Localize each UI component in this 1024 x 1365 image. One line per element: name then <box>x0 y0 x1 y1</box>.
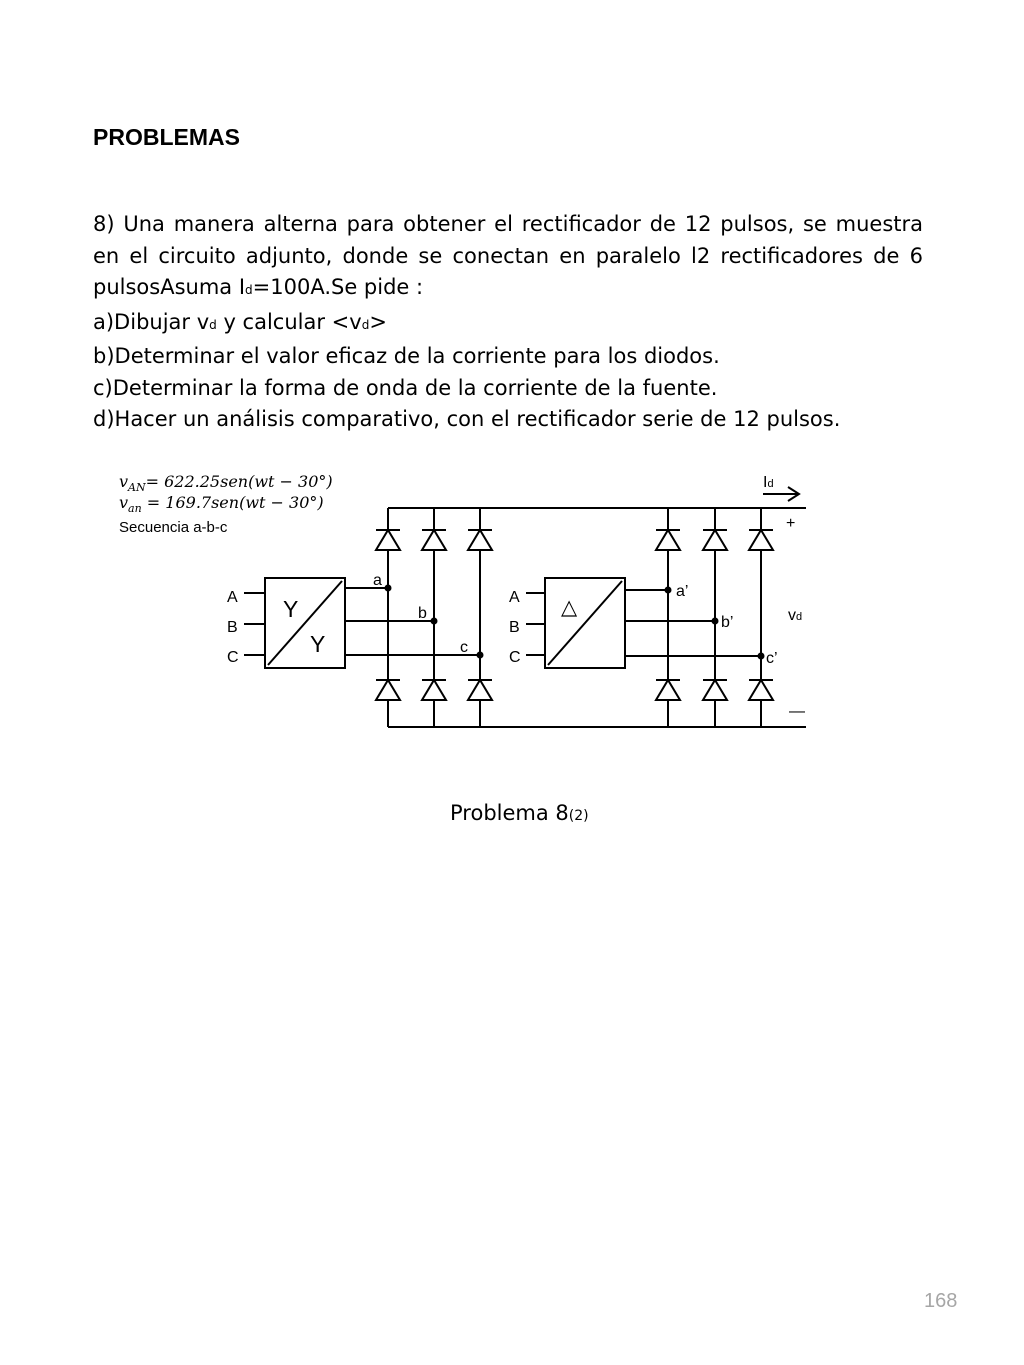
plus-terminal: + <box>786 515 796 532</box>
t2-input-a: A <box>509 589 520 606</box>
t1-output-a: a <box>373 572 382 589</box>
t1-input-c: C <box>227 649 239 666</box>
problem-intro: 8) Una manera alterna para obtener el rectificador de 12 pulsos, se muestra en el circuito adjunto, donde se conectan en paralelo l2 rectificadores de 6 pulsosAsuma Id=100A.Se pide : <box>93 212 923 299</box>
current-label: Id <box>763 474 774 491</box>
t1-output-c: c <box>460 639 468 656</box>
figure-caption: Problema 8(2) <box>450 801 589 825</box>
t1-secondary-symbol: Y <box>310 631 326 657</box>
equation-van-phase: $v_{an} = 169.7sen(wt - 30^\circ)$ <box>119 493 324 515</box>
question-a: a)Dibujar vd y calcular <vd> <box>93 309 387 334</box>
t2-input-b: B <box>509 619 520 636</box>
t2-output-a: a’ <box>676 583 689 600</box>
page-heading: PROBLEMAS <box>93 124 240 150</box>
question-c: c)Determinar la forma de onda de la corriente de la fuente. <box>93 375 718 400</box>
vd-label: vd <box>788 607 803 624</box>
t1-output-b: b <box>418 605 427 622</box>
page-number: 168 <box>924 1290 958 1312</box>
question-b: b)Determinar el valor eficaz de la corriente para los diodos. <box>93 344 720 368</box>
t1-input-b: B <box>227 619 238 636</box>
minus-terminal: — <box>789 703 805 720</box>
t2-output-c: c’ <box>766 650 778 667</box>
question-d: d)Hacer un análisis comparativo, con el rectificador serie de 12 pulsos. <box>93 407 841 431</box>
equation-van-line: $v_{AN}= 622.25sen(wt - 30^\circ)$ <box>119 472 333 494</box>
t1-primary-symbol: Y <box>283 596 299 622</box>
transformer-yy <box>244 578 480 668</box>
t2-output-b: b’ <box>721 614 734 631</box>
t1-input-a: A <box>227 589 238 606</box>
t2-input-c: C <box>509 649 521 666</box>
t2-primary-symbol: △ <box>561 596 578 619</box>
dc-buses <box>388 508 806 727</box>
sequence-label: Secuencia a-b-c <box>119 519 228 536</box>
